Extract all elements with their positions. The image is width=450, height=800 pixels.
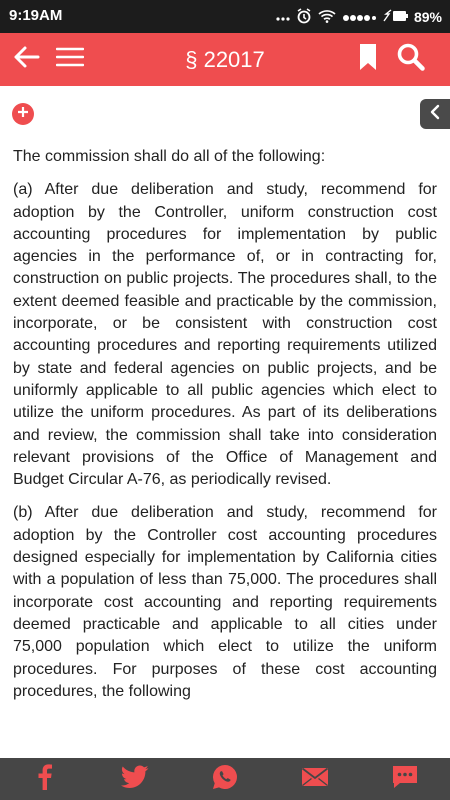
twitter-icon [121, 765, 149, 794]
paragraph-b: (b) After due deliberation and study, recommend for adoption by the Controller cost accounting procedures designed especially for implementation by California cities with a population of less than 75,000. The procedures shall incorporate cost accounting and reporting requirements deemed practicable and applicable to all cities under 75,000 population which elect to utilize the uniform procedures. For purposes of these cost accounting procedures, the following [13, 504, 437, 700]
share-whatsapp-button[interactable] [203, 758, 247, 800]
share-twitter-button[interactable] [113, 758, 157, 800]
email-icon [301, 767, 329, 792]
app-bar [0, 33, 450, 86]
paragraph-a: (a) After due deliberation and study, recommend for adoption by the Controller, uniform construction cost accounting procedures for implementation by public agencies in the performance of, or in contracting for, construction on public projects. The procedures shall, to the extent deemed feasible and practicable by the commission, incorporate, or be consistent with construction cost accounting procedures and reporting requirements utilized by state and federal agencies on public projects, and be uniformly applicable to all public agencies which elect to utilize the uniform procedures. As part of its deliberations and review, the commission shall take into consideration relevant provisions of the Office of Management and Budget Circular A-76, as periodically revised. [13, 181, 437, 489]
status-bar [0, 0, 450, 33]
back-button[interactable] [8, 33, 44, 86]
chevron-left-icon [429, 104, 441, 125]
more-dots-icon [276, 9, 290, 25]
bookmark-button[interactable] [352, 33, 384, 86]
share-bar [0, 758, 450, 800]
share-message-button[interactable] [383, 758, 427, 800]
message-icon [391, 764, 419, 795]
back-arrow-icon [12, 45, 40, 74]
add-icon [17, 105, 29, 123]
intro-paragraph: The commission shall do all of the following: [13, 148, 326, 165]
menu-icon [56, 47, 84, 72]
search-button[interactable] [392, 33, 430, 86]
facebook-icon [37, 764, 53, 795]
signal-icon [342, 9, 376, 25]
search-icon [396, 42, 426, 77]
wifi-icon [318, 9, 336, 26]
status-icons [276, 7, 442, 27]
page-title: § 22017 [185, 47, 265, 72]
alarm-icon [296, 8, 312, 27]
battery-percent: 89% [413, 9, 442, 25]
share-email-button[interactable] [293, 758, 337, 800]
status-time: 9:19AM [9, 7, 63, 24]
battery-icon [382, 9, 408, 26]
statute-text [13, 146, 437, 758]
add-button[interactable] [12, 103, 34, 125]
content-fade [0, 732, 450, 758]
whatsapp-icon [211, 763, 239, 796]
collapse-panel-button[interactable] [420, 99, 450, 129]
share-facebook-button[interactable] [23, 758, 67, 800]
bookmark-icon [359, 43, 377, 76]
toolbar-strip [0, 86, 450, 142]
menu-button[interactable] [54, 33, 86, 86]
